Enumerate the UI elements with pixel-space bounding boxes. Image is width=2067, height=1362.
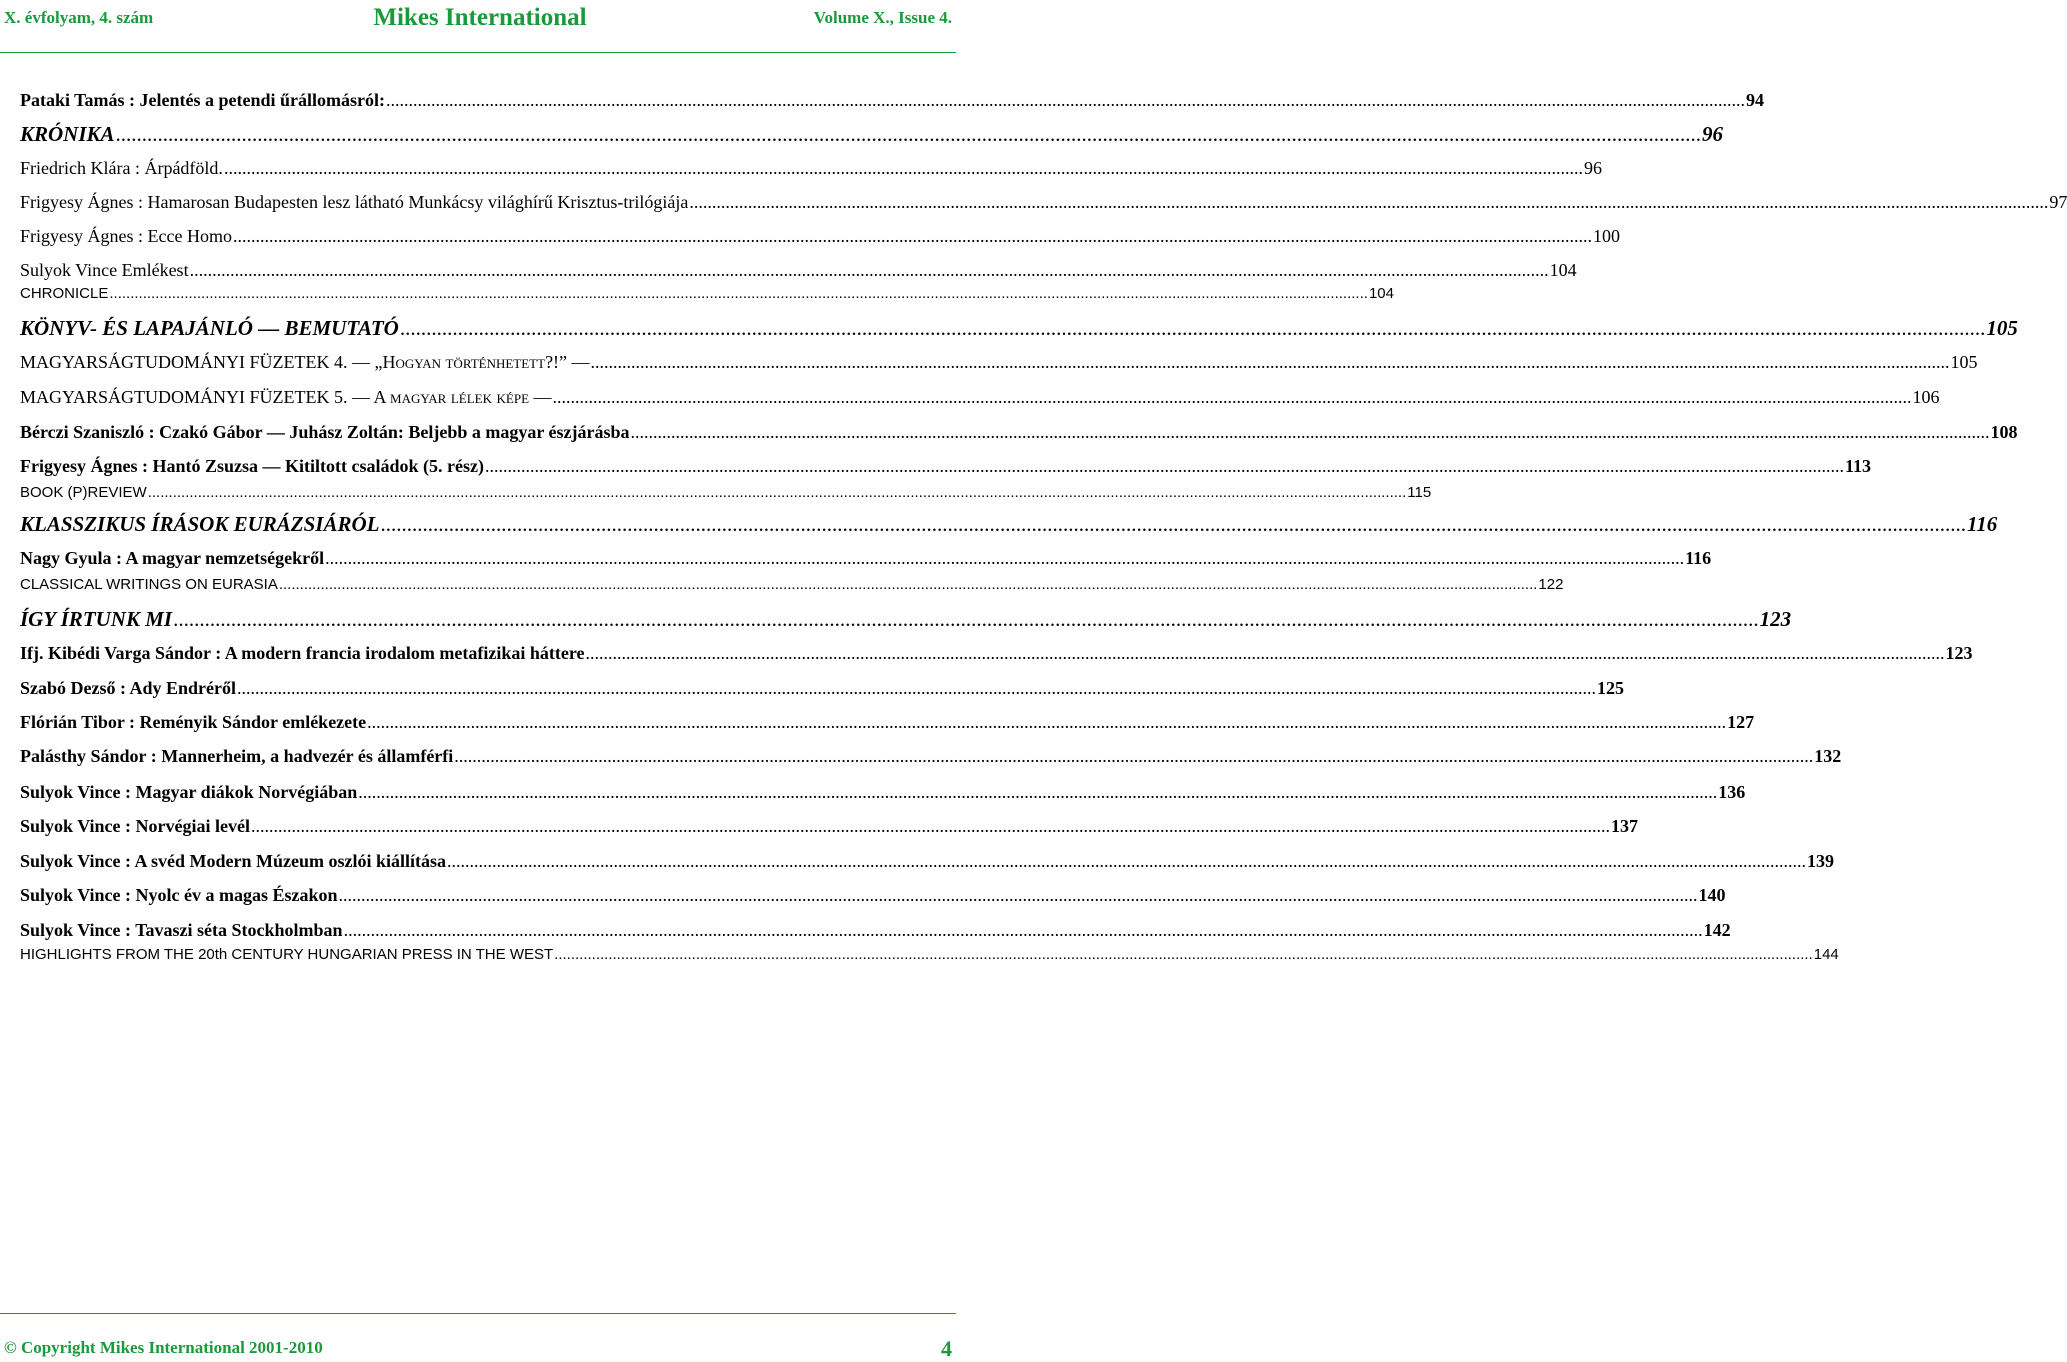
- toc-entry-page: 113: [1844, 456, 1871, 476]
- toc-entry-page: 136: [1718, 782, 1746, 802]
- toc-entry-title: Sulyok Vince : Norvégiai levél: [20, 816, 250, 836]
- toc-entry[interactable]: [20, 122, 1724, 147]
- toc-entry-title: Szabó Dezső : Ady Endréről: [20, 678, 236, 698]
- toc-entry-page: 125: [1597, 678, 1624, 698]
- toc-entry-title: ÍGY ÍRTUNK MI: [20, 607, 173, 631]
- toc-entry[interactable]: [20, 285, 1394, 302]
- toc-entry-title: Pataki Tamás : Jelentés a petendi űrállomásról:: [20, 90, 385, 110]
- toc-dot-leader: [237, 678, 1596, 699]
- toc-entry-page: 142: [1703, 920, 1731, 940]
- toc-dot-leader: [454, 746, 1813, 767]
- toc-entry-title: Nagy Gyula : A magyar nemzetségekről: [20, 548, 325, 568]
- toc-entry-page: 108: [1990, 422, 2018, 442]
- toc-entry[interactable]: [20, 678, 1624, 699]
- toc-entry-page: 122: [1538, 576, 1564, 593]
- toc-entry-title: Sulyok Vince : Magyar diákok Norvégiában: [20, 782, 358, 802]
- toc-entry-title: Frigyesy Ágnes : Hamarosan Budapesten lesz látható Munkácsy világhírű Krisztus-trilógiája: [20, 192, 689, 212]
- toc-entry-title: Sulyok Vince Emlékest: [20, 260, 189, 280]
- toc-dot-leader: [367, 712, 1726, 733]
- header-divider: [0, 52, 956, 53]
- toc-entry[interactable]: [20, 782, 1746, 803]
- toc-entry[interactable]: [20, 158, 1602, 179]
- toc-entry-page: 137: [1610, 816, 1638, 836]
- toc-entry-page: 106: [1912, 387, 1940, 407]
- toc-dot-leader: [630, 422, 1989, 443]
- toc-dot-leader: [591, 352, 1950, 373]
- toc-entry-page: 105: [1950, 352, 1978, 372]
- toc-entry-page: 116: [1966, 512, 1998, 536]
- toc-entry[interactable]: [20, 90, 1764, 111]
- toc-dot-leader: [148, 484, 1407, 501]
- toc-entry-title: Flórián Tibor : Reményik Sándor emlékezete: [20, 712, 367, 732]
- toc-entry[interactable]: [20, 316, 2018, 341]
- toc-entry[interactable]: [20, 548, 1712, 569]
- toc-entry-title: Frigyesy Ágnes : Ecce Homo: [20, 226, 232, 246]
- toc-dot-leader: [224, 158, 1583, 179]
- toc-entry-page: 100: [1592, 226, 1620, 246]
- toc-entry-title: KÖNYV- ÉS LAPAJÁNLÓ — BEMUTATÓ: [20, 316, 399, 340]
- toc-entry-title: Frigyesy Ágnes : Hantó Zsuzsa — Kitiltott családok (5. rész): [20, 456, 484, 476]
- toc-dot-leader: [190, 260, 1549, 281]
- toc-entry[interactable]: [20, 851, 1835, 872]
- toc-dot-leader: [325, 548, 1684, 569]
- toc-entry-page: 123: [1759, 607, 1792, 631]
- toc-dot-leader: [485, 456, 1844, 477]
- page-number: 4: [941, 1336, 952, 1361]
- toc-entry[interactable]: [20, 456, 1871, 477]
- toc-entry-page: 139: [1807, 851, 1835, 871]
- toc-entry[interactable]: [20, 607, 1792, 632]
- toc-entry-title: Sulyok Vince : A svéd Modern Múzeum oszlói kiállítása: [20, 851, 447, 871]
- toc-dot-leader: [344, 920, 1703, 941]
- toc-entry[interactable]: [20, 352, 1978, 373]
- toc-entry-title: Palásthy Sándor : Mannerheim, a hadvezér és államférfi: [20, 746, 454, 766]
- toc-entry[interactable]: [20, 920, 1731, 941]
- footer-divider: [0, 1313, 956, 1314]
- toc-entry[interactable]: [20, 746, 1842, 767]
- toc-entry-page: 96: [1583, 158, 1602, 178]
- toc-entry-page: 105: [1986, 316, 2018, 340]
- toc-dot-leader: [400, 316, 1986, 341]
- toc-dot-leader: [553, 387, 1912, 408]
- toc-entry-page: 127: [1727, 712, 1755, 732]
- toc-entry[interactable]: [20, 643, 1973, 664]
- toc-dot-leader: [358, 782, 1717, 803]
- toc-dot-leader: [109, 285, 1368, 302]
- toc-entry-title: KLASSZIKUS ÍRÁSOK EURÁZSIÁRÓL: [20, 512, 380, 536]
- toc-dot-leader: [251, 816, 1610, 837]
- copyright-notice: © Copyright Mikes International 2001-2010: [4, 1338, 323, 1357]
- toc-entry-page: 132: [1814, 746, 1842, 766]
- toc-dot-leader: [233, 226, 1592, 247]
- toc-entry-page: 123: [1945, 643, 1973, 663]
- toc-entry[interactable]: [20, 885, 1726, 906]
- toc-entry-page: 140: [1698, 885, 1726, 905]
- toc-entry-page: 96: [1702, 122, 1724, 146]
- toc-dot-leader: [173, 607, 1759, 632]
- toc-entry-page: 94: [1746, 90, 1764, 110]
- toc-entry-title: MAGYARSÁGTUDOMÁNYI FÜZETEK 5. — A magyar lélek képe —: [20, 387, 552, 407]
- toc-dot-leader: [386, 90, 1745, 111]
- toc-entry-page: 104: [1549, 260, 1577, 280]
- toc-entry-page: 115: [1407, 484, 1432, 501]
- toc-entry-title: KRÓNIKA: [20, 122, 115, 146]
- toc-entry-title: CLASSICAL WRITINGS ON EURASIA: [20, 576, 278, 593]
- toc-entry-title: Ifj. Kibédi Varga Sándor : A modern francia irodalom metafizikai háttere: [20, 643, 585, 663]
- toc-dot-leader: [339, 885, 1698, 906]
- toc-dot-leader: [447, 851, 1806, 872]
- toc-entry[interactable]: [20, 192, 2067, 213]
- toc-entry-page: 144: [1813, 946, 1839, 963]
- toc-entry-title: HIGHLIGHTS FROM THE 20th CENTURY HUNGARIAN PRESS IN THE WEST: [20, 946, 554, 963]
- toc-entry[interactable]: [20, 422, 2018, 443]
- toc-dot-leader: [554, 946, 1813, 963]
- toc-entry-title: Bérczi Szaniszló : Czakó Gábor — Juhász Zoltán: Beljebb a magyar észjárásba: [20, 422, 630, 442]
- toc-entry[interactable]: [20, 226, 1620, 247]
- page-header: [0, 4, 960, 34]
- toc-entry-title: CHRONICLE: [20, 285, 109, 302]
- issue-label-en: Volume X., Issue 4.: [813, 8, 952, 27]
- toc-entry[interactable]: [20, 576, 1564, 593]
- toc-dot-leader: [689, 192, 2048, 213]
- journal-title: Mikes International: [373, 4, 587, 31]
- toc-entry[interactable]: [20, 816, 1638, 837]
- toc-entry-page: 116: [1685, 548, 1712, 568]
- toc-entry-title: MAGYARSÁGTUDOMÁNYI FÜZETEK 4. — „Hogyan történhetett?!” —: [20, 352, 590, 372]
- toc-entry-title: Sulyok Vince : Nyolc év a magas Északon: [20, 885, 338, 905]
- toc-entry-page: 97: [2049, 192, 2067, 212]
- toc-entry[interactable]: [20, 512, 1998, 537]
- toc-entry[interactable]: [20, 260, 1577, 281]
- toc-entry-title: BOOK (P)REVIEW: [20, 484, 147, 501]
- toc-entry[interactable]: [20, 484, 1432, 501]
- toc-entry[interactable]: [20, 387, 1940, 408]
- toc-entry-page: 104: [1368, 285, 1394, 302]
- toc-dot-leader: [279, 576, 1538, 593]
- toc-entry-title: Sulyok Vince : Tavaszi séta Stockholmban: [20, 920, 343, 940]
- toc-dot-leader: [586, 643, 1945, 664]
- issue-label-hu: X. évfolyam, 4. szám: [4, 8, 154, 27]
- toc-entry-title: Friedrich Klára : Árpádföld.: [20, 158, 223, 178]
- toc-dot-leader: [380, 512, 1966, 537]
- toc-dot-leader: [116, 122, 1702, 147]
- toc-entry[interactable]: [20, 712, 1755, 733]
- toc-entry[interactable]: [20, 946, 1839, 963]
